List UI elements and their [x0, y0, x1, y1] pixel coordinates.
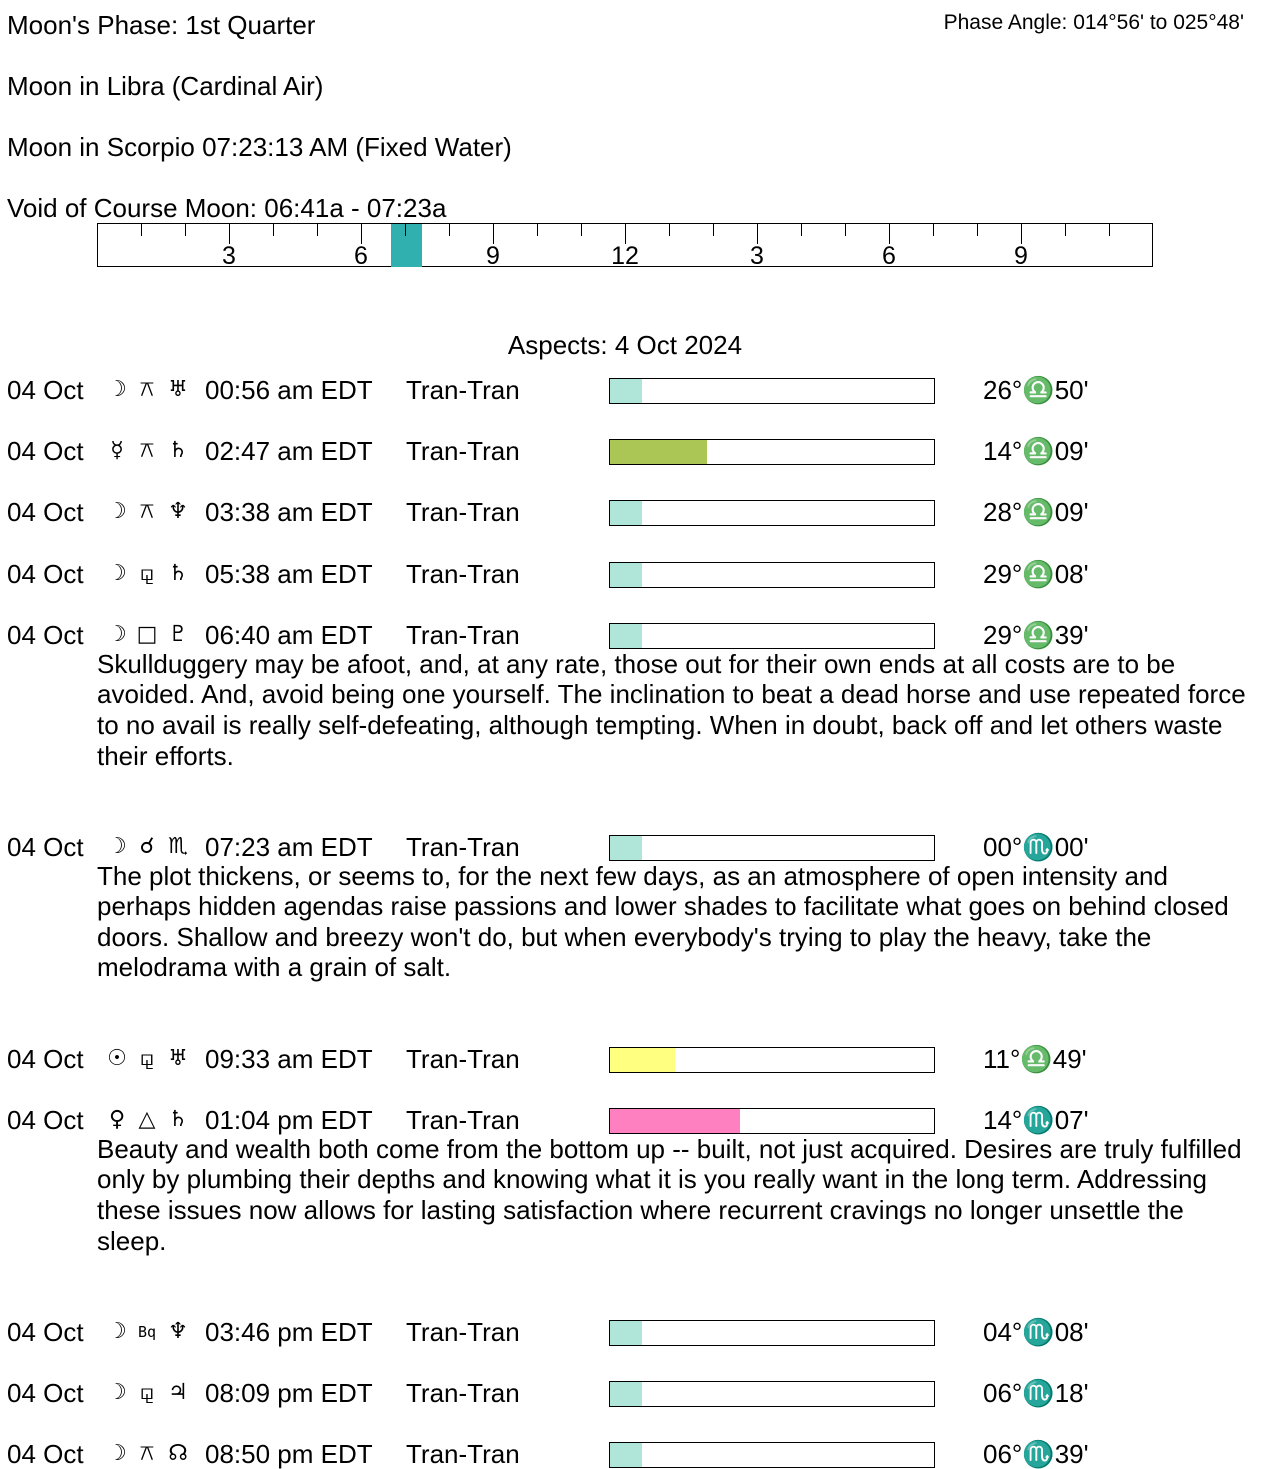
aspect-row [0, 620, 1262, 650]
aspect-icon: □ [136, 621, 158, 647]
aspect-time: 08:50 pm EDT [205, 1439, 373, 1469]
aspect-type: Tran-Tran [406, 436, 520, 467]
timeline-tick [625, 224, 626, 244]
aspect-strength-fill [610, 379, 642, 403]
aspect-time: 02:47 am EDT [205, 436, 373, 467]
aspect-date: 04 Oct [7, 831, 84, 862]
aspect-strength-bar [609, 378, 935, 404]
timeline-tick [141, 224, 142, 236]
aspect-position: 14°♎09' [983, 436, 1089, 467]
aspect-date: 04 Oct [7, 1104, 84, 1135]
aspect-time: 08:09 pm EDT [205, 1377, 373, 1408]
planet-1-icon: ☽ [107, 621, 127, 647]
aspect-position: 06°♏18' [983, 1377, 1089, 1408]
aspect-strength-fill [610, 1382, 642, 1406]
aspect-icon: ⚼ [139, 560, 155, 586]
aspect-strength-fill [610, 1109, 740, 1133]
aspect-strength-bar [609, 500, 935, 526]
planet-1-icon: ☽ [107, 1379, 127, 1405]
planet-2-icon: ♆ [168, 499, 188, 525]
aspect-time: 05:38 am EDT [205, 558, 373, 589]
timeline-tick [757, 224, 758, 244]
aspect-row [0, 1105, 1262, 1135]
aspect-time: 07:23 am EDT [205, 831, 373, 862]
aspect-strength-fill [610, 836, 642, 860]
aspect-date: 04 Oct [7, 436, 84, 467]
planet-2-icon: ♏ [168, 833, 188, 859]
void-of-course-timeline [97, 223, 1153, 270]
aspect-icon: ⚼ [139, 1045, 155, 1071]
aspect-interpretation: Skullduggery may be afoot, and, at any rate, those out for their own ends at all costs are to be avoided. And, avoid being one yourself. The inclination to beat a dead horse and use repeated force to no avail is really self-defeating, although tempting. When in doubt, back off and let others waste their efforts. [97, 648, 1246, 771]
aspect-type: Tran-Tran [406, 831, 520, 862]
timeline-tick [273, 224, 274, 236]
planet-1-icon: ☽ [107, 560, 127, 586]
aspect-strength-bar [609, 1047, 935, 1073]
planet-2-icon: ☊ [168, 1441, 188, 1467]
timeline-hour-label: 3 [750, 242, 764, 270]
aspect-type: Tran-Tran [406, 558, 520, 589]
aspect-strength-fill [610, 624, 642, 648]
aspect-position: 06°♏39' [983, 1439, 1089, 1469]
aspect-type: Tran-Tran [406, 1439, 520, 1469]
aspect-strength-fill [610, 501, 642, 525]
timeline-tick [185, 224, 186, 236]
aspect-icon: ⚻ [139, 438, 155, 464]
aspect-row [0, 375, 1262, 405]
aspect-strength-fill [610, 440, 707, 464]
moon-ingress: Moon in Scorpio 07:23:13 AM (Fixed Water) [7, 132, 512, 162]
timeline-tick [361, 224, 362, 244]
timeline-tick [889, 224, 890, 244]
aspect-strength-bar [609, 1320, 935, 1346]
moon-sign: Moon in Libra (Cardinal Air) [7, 71, 324, 101]
planet-1-icon: ☉ [107, 1045, 127, 1071]
timeline-tick [1021, 224, 1022, 244]
aspect-position: 26°♎50' [983, 375, 1089, 405]
timeline-tick [845, 224, 846, 236]
moon-phase: Moon's Phase: 1st Quarter [7, 10, 316, 40]
aspect-row [0, 1317, 1262, 1347]
aspect-time: 01:04 pm EDT [205, 1104, 373, 1135]
void-of-course: Void of Course Moon: 06:41a - 07:23a [7, 193, 447, 223]
aspect-position: 04°♏08' [983, 1316, 1089, 1347]
aspect-time: 03:38 am EDT [205, 497, 373, 528]
aspect-interpretation: The plot thickens, or seems to, for the next few days, as an atmosphere of open intensity and perhaps hidden agendas raise passions and lower shades to facilitate what goes on behind closed doors. Shallow and breezy won't do, but when everybody's trying to play the heavy, take the melodrama with a grain of salt. [97, 860, 1229, 983]
aspect-time: 03:46 pm EDT [205, 1316, 373, 1347]
aspect-row [0, 1378, 1262, 1408]
aspect-position: 28°♎09' [983, 497, 1089, 528]
timeline-tick [537, 224, 538, 236]
aspect-strength-fill [610, 1048, 675, 1072]
aspect-icon: △ [138, 1106, 156, 1132]
aspect-strength-bar [609, 1442, 935, 1468]
timeline-tick [669, 224, 670, 236]
aspect-strength-bar [609, 1381, 935, 1407]
aspect-type: Tran-Tran [406, 1104, 520, 1135]
aspect-strength-fill [610, 1443, 642, 1467]
aspect-icon: ☌ [139, 833, 155, 859]
aspect-strength-bar [609, 1108, 935, 1134]
aspect-strength-bar [609, 623, 935, 649]
planet-1-icon: ♀ [108, 1106, 126, 1132]
aspect-time: 06:40 am EDT [205, 619, 373, 650]
aspects-title: Aspects: 4 Oct 2024 [507, 330, 743, 360]
aspect-date: 04 Oct [7, 375, 84, 405]
planet-1-icon: ☽ [107, 1318, 127, 1344]
aspect-time: 00:56 am EDT [205, 375, 373, 405]
aspect-type: Tran-Tran [406, 1316, 520, 1347]
timeline-tick [493, 224, 494, 244]
aspect-time: 09:33 am EDT [205, 1043, 373, 1074]
aspect-strength-bar [609, 835, 935, 861]
aspect-icon: Bq [137, 1322, 157, 1341]
aspect-row [0, 497, 1262, 527]
timeline-tick [1065, 224, 1066, 236]
aspect-interpretation: Beauty and wealth both come from the bottom up -- built, not just acquired. Desires are truly fulfilled only by plumbing their depths and knowing what it is you really want in the long term. Addressing these issues now allows for lasting satisfaction where recurrent cravings no longer unsettle the sleep. [97, 1133, 1242, 1256]
planet-1-icon: ☽ [107, 1441, 127, 1467]
aspect-type: Tran-Tran [406, 1377, 520, 1408]
aspect-date: 04 Oct [7, 558, 84, 589]
planet-2-icon: ♄ [168, 560, 188, 586]
aspect-row [0, 832, 1262, 862]
aspect-type: Tran-Tran [406, 375, 520, 405]
aspect-date: 04 Oct [7, 1377, 84, 1408]
planet-2-icon: ♆ [168, 1318, 188, 1344]
aspect-date: 04 Oct [7, 1439, 84, 1469]
timeline-tick [405, 224, 406, 236]
planet-1-icon: ☽ [107, 833, 127, 859]
aspect-row [0, 1044, 1262, 1074]
timeline-tick [801, 224, 802, 236]
timeline-hour-label: 12 [611, 242, 639, 270]
timeline-tick [449, 224, 450, 236]
timeline-tick [1109, 224, 1110, 236]
planet-2-icon: ♅ [168, 1045, 188, 1071]
aspect-row [0, 436, 1262, 466]
aspect-position: 14°♏07' [983, 1104, 1089, 1135]
planet-2-icon: ♇ [168, 621, 188, 647]
phase-angle: Phase Angle: 014°56' to 025°48' [943, 11, 1244, 34]
aspect-position: 11°♎49' [983, 1043, 1087, 1074]
timeline-tick [581, 224, 582, 236]
aspect-icon: ⚼ [139, 1379, 155, 1405]
void-of-course-block [391, 224, 422, 267]
planet-1-icon: ☿ [110, 438, 124, 464]
timeline-hour-label: 6 [882, 242, 896, 270]
aspect-row [0, 1439, 1262, 1469]
timeline-hour-label: 9 [486, 242, 500, 270]
planet-2-icon: ♅ [168, 377, 188, 402]
aspect-strength-bar [609, 439, 935, 465]
timeline-tick [229, 224, 230, 244]
planet-1-icon: ☽ [107, 499, 127, 525]
aspect-icon: ⚻ [139, 377, 155, 402]
aspect-date: 04 Oct [7, 1316, 84, 1347]
aspect-row [0, 559, 1262, 589]
timeline-hour-label: 3 [222, 242, 236, 270]
timeline-tick [713, 224, 714, 236]
timeline-hour-label: 9 [1014, 242, 1028, 270]
aspect-date: 04 Oct [7, 619, 84, 650]
aspect-type: Tran-Tran [406, 497, 520, 528]
planet-2-icon: ♄ [168, 438, 188, 464]
aspect-type: Tran-Tran [406, 1043, 520, 1074]
timeline-tick [977, 224, 978, 236]
aspect-date: 04 Oct [7, 1043, 84, 1074]
planet-2-icon: ♄ [168, 1106, 188, 1132]
aspect-icon: ⚻ [139, 1441, 155, 1467]
aspect-position: 00°♏00' [983, 831, 1089, 862]
aspect-strength-fill [610, 1321, 642, 1345]
aspect-position: 29°♎08' [983, 558, 1089, 589]
aspect-strength-fill [610, 563, 642, 587]
aspect-date: 04 Oct [7, 497, 84, 528]
timeline-tick [317, 224, 318, 236]
timeline-hour-label: 6 [354, 242, 368, 270]
aspect-type: Tran-Tran [406, 619, 520, 650]
aspect-strength-bar [609, 562, 935, 588]
timeline-tick [933, 224, 934, 236]
aspect-position: 29°♎39' [983, 619, 1089, 650]
planet-1-icon: ☽ [107, 377, 127, 402]
planet-2-icon: ♃ [168, 1379, 188, 1405]
aspect-icon: ⚻ [139, 499, 155, 525]
